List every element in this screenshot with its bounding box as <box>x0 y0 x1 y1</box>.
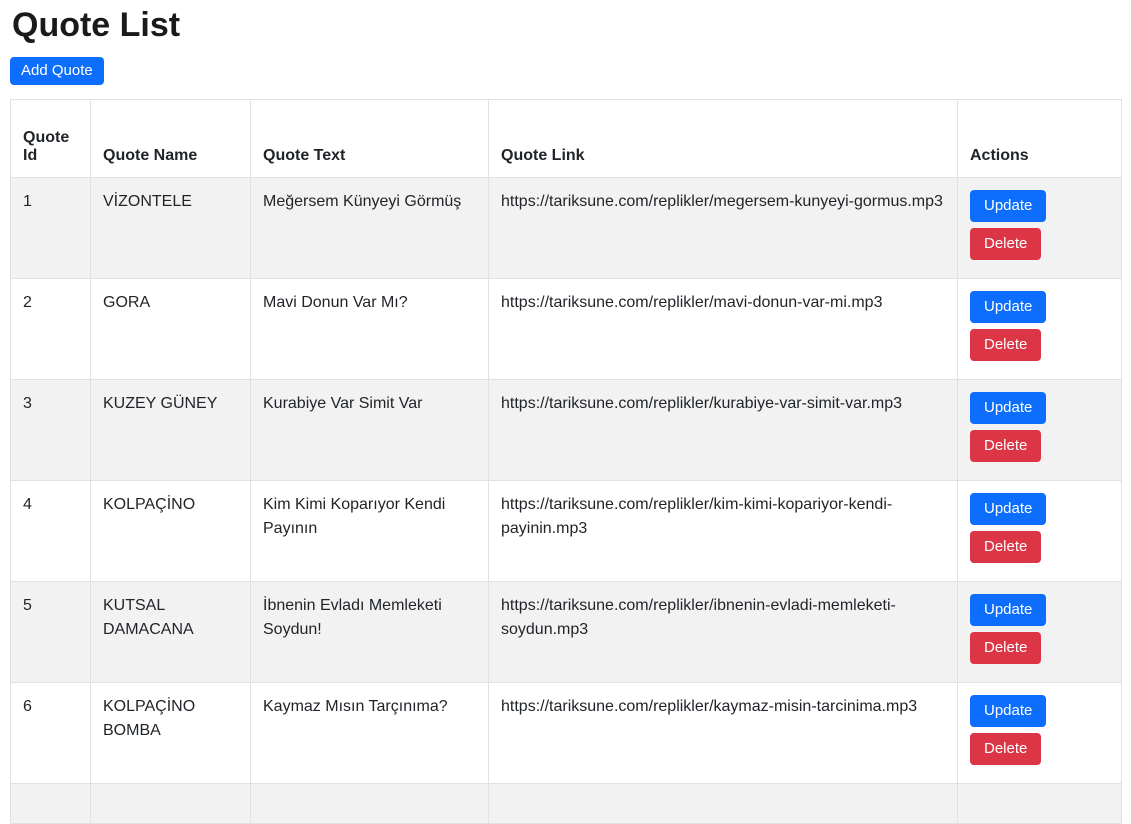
quote-id-cell: 4 <box>11 481 91 582</box>
update-button[interactable]: Update <box>970 190 1046 222</box>
column-header-actions: Actions <box>958 100 1122 178</box>
quote-name-cell <box>91 784 251 824</box>
page-title: Quote List <box>12 6 181 44</box>
quote-link-cell: https://tariksune.com/replikler/ibnenin-evladi-memleketi-soydun.mp3 <box>489 582 958 683</box>
delete-button[interactable]: Delete <box>970 733 1041 765</box>
delete-button[interactable]: Delete <box>970 430 1041 462</box>
delete-button[interactable]: Delete <box>970 632 1041 664</box>
quote-id-cell: 6 <box>11 683 91 784</box>
quote-text-cell: Kaymaz Mısın Tarçınıma? <box>251 683 489 784</box>
actions-cell <box>958 178 1122 279</box>
quote-link-cell: https://tariksune.com/replikler/mavi-donun-var-mi.mp3 <box>489 279 958 380</box>
quote-link-cell: https://tariksune.com/replikler/kim-kimi-kopariyor-kendi-payinin.mp3 <box>489 481 958 582</box>
quote-table <box>10 99 1122 824</box>
update-button[interactable]: Update <box>970 291 1046 323</box>
column-header-quote-text: Quote Text <box>251 100 489 178</box>
quote-link-cell: https://tariksune.com/replikler/megersem-kunyeyi-gormus.mp3 <box>489 178 958 279</box>
update-button[interactable]: Update <box>970 392 1046 424</box>
quote-id-cell: 3 <box>11 380 91 481</box>
table-header-row <box>11 100 1122 178</box>
update-button[interactable]: Update <box>970 594 1046 626</box>
quote-text-cell: Kim Kimi Koparıyor Kendi Payının <box>251 481 489 582</box>
quote-name-cell: VİZONTELE <box>91 178 251 279</box>
update-button[interactable]: Update <box>970 695 1046 727</box>
quote-id-cell: 1 <box>11 178 91 279</box>
quote-text-cell <box>251 784 489 824</box>
quote-name-cell: KOLPAÇİNO BOMBA <box>91 683 251 784</box>
actions-cell <box>958 582 1122 683</box>
column-header-quote-id: Quote Id <box>11 100 91 178</box>
table-row <box>11 683 1122 784</box>
quote-name-cell: KOLPAÇİNO <box>91 481 251 582</box>
delete-button[interactable]: Delete <box>970 228 1041 260</box>
delete-button[interactable]: Delete <box>970 531 1041 563</box>
quote-text-cell: Meğersem Künyeyi Görmüş <box>251 178 489 279</box>
quote-link-cell <box>489 784 958 824</box>
quote-id-cell: 2 <box>11 279 91 380</box>
actions-cell <box>958 380 1122 481</box>
actions-cell <box>958 683 1122 784</box>
quote-name-cell: KUZEY GÜNEY <box>91 380 251 481</box>
quote-text-cell: Kurabiye Var Simit Var <box>251 380 489 481</box>
table-row <box>11 279 1122 380</box>
quote-link-cell: https://tariksune.com/replikler/kurabiye-var-simit-var.mp3 <box>489 380 958 481</box>
quote-name-cell: GORA <box>91 279 251 380</box>
quote-text-cell: İbnenin Evladı Memleketi Soydun! <box>251 582 489 683</box>
page <box>0 6 1131 824</box>
column-header-quote-name: Quote Name <box>91 100 251 178</box>
actions-cell <box>958 481 1122 582</box>
add-quote-button[interactable]: Add Quote <box>10 57 104 85</box>
update-button[interactable]: Update <box>970 493 1046 525</box>
quote-id-cell: 5 <box>11 582 91 683</box>
table-row <box>11 380 1122 481</box>
quote-id-cell <box>11 784 91 824</box>
quote-link-cell: https://tariksune.com/replikler/kaymaz-misin-tarcinima.mp3 <box>489 683 958 784</box>
table-row <box>11 582 1122 683</box>
table-row <box>11 481 1122 582</box>
table-row-partial <box>11 784 1122 824</box>
delete-button[interactable]: Delete <box>970 329 1041 361</box>
actions-cell <box>958 784 1122 824</box>
actions-cell <box>958 279 1122 380</box>
quote-text-cell: Mavi Donun Var Mı? <box>251 279 489 380</box>
column-header-quote-link: Quote Link <box>489 100 958 178</box>
table-row <box>11 178 1122 279</box>
quote-name-cell: KUTSAL DAMACANA <box>91 582 251 683</box>
